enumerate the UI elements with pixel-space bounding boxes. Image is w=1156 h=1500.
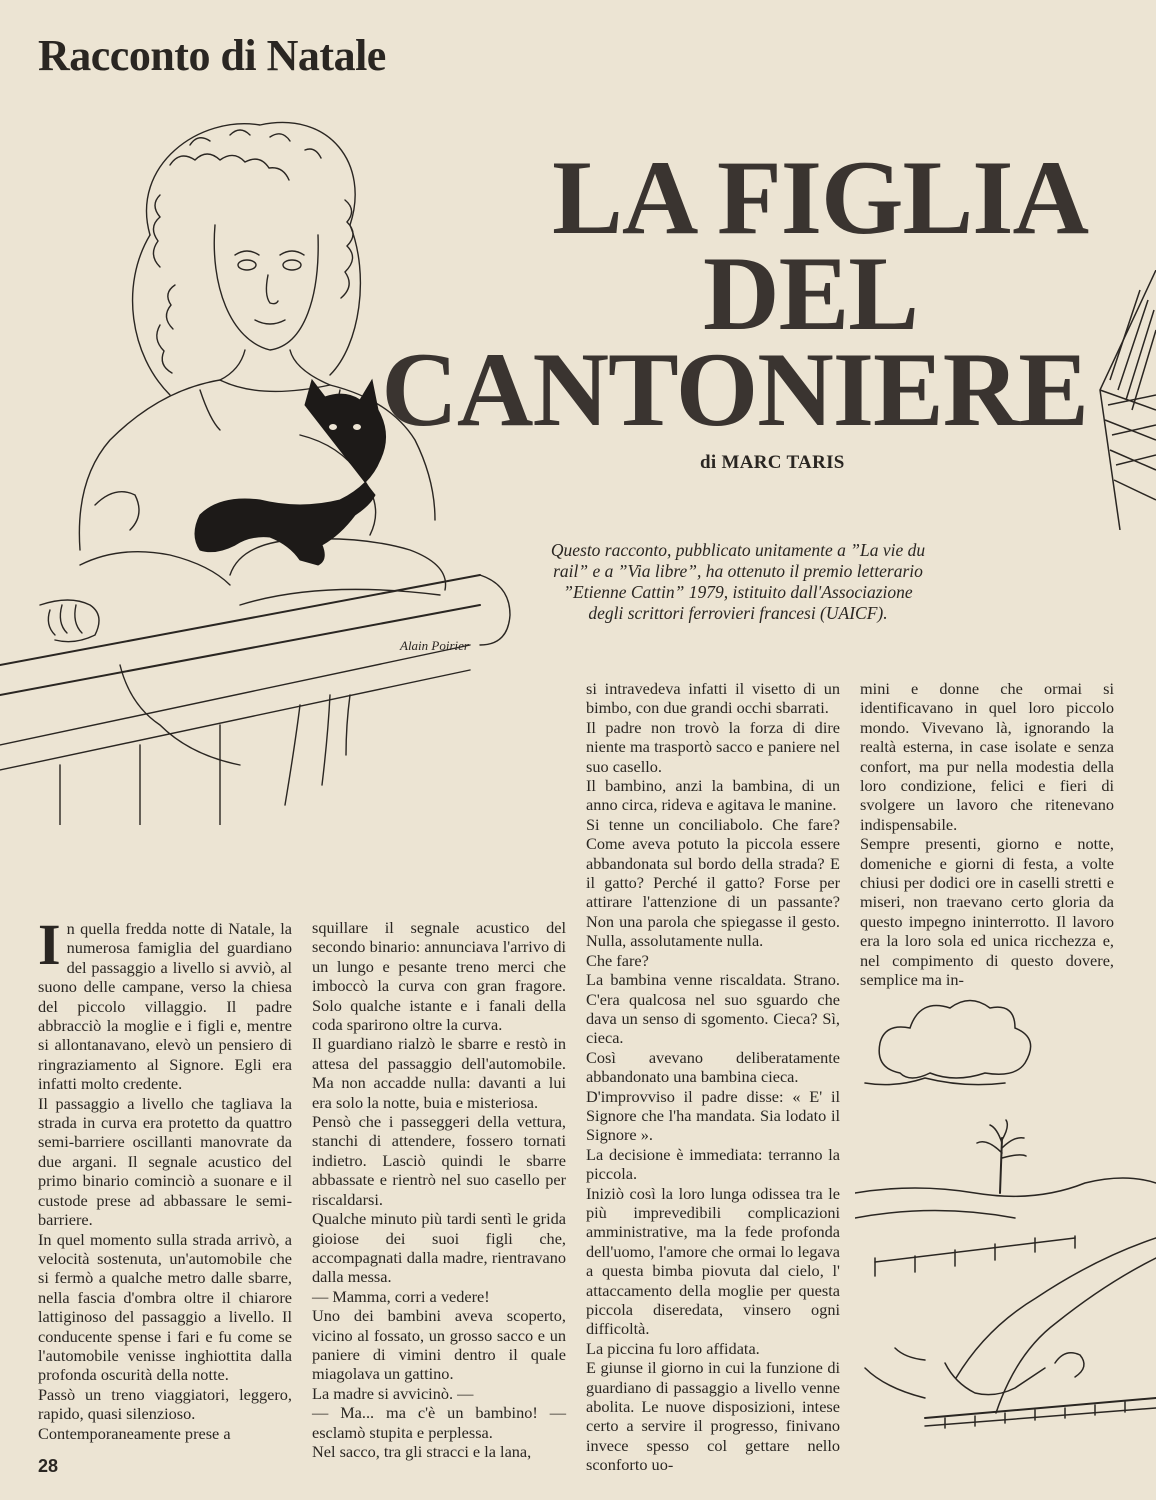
paragraph: si intravedeva infatti il visetto di un bimbo, con due grandi occhi sbarrati. bbox=[586, 679, 840, 718]
paragraph: Contemporaneamente prese a bbox=[38, 1423, 231, 1443]
paragraph: In quel momento sulla strada arrivò, a velocità sostenuta, un'automobile che si fermò a qualche metro dalle sbarre, nella fascia d'ombra oltre il chiarore lattiginoso del passaggio a livello. Il conducente spense i fari e fu come se l'automobile venisse inghiottita dalla profonda oscurità della notte. bbox=[38, 1229, 292, 1385]
paragraph: Qualche minuto più tardi sentì le grida gioiose dei suoi figli che, accompagnati dalla madre, rientravano dalla messa. bbox=[312, 1209, 566, 1287]
paragraph: Il padre non trovò la forza di dire niente ma trasportò sacco e paniere nel suo casello. bbox=[586, 717, 840, 776]
paragraph: D'improvviso il padre disse: « E' il Signore che l'ha mandata. Sia lodato il Signore ». bbox=[586, 1086, 840, 1145]
drop-cap: I bbox=[38, 912, 61, 977]
text-column-4 bbox=[860, 679, 1114, 990]
paragraph: E giunse il giorno in cui la funzione di guardiano di passaggio a livello venne abolita. Le nuove disposizioni, intese certo a servire il progresso, finivano invece spesso col gettare nello sconforto uo- bbox=[586, 1358, 840, 1475]
paragraph: — Ma... ma c'è un bambino! — esclamò stupita e perplessa. bbox=[312, 1403, 566, 1442]
paragraph: La bambina venne riscaldata. Strano. C'era qualcosa nel suo sguardo che dava un senso di sgomento. Cieca? Sì, cieca. bbox=[586, 970, 840, 1048]
paragraph: La decisione è immediata: terranno la piccola. bbox=[586, 1144, 840, 1184]
paragraph: mini e donne che ormai si identificavano in quel loro piccolo mondo. Vivevano là, ignorando la realtà esterna, in case isolate e senza confort, ma pur nella modestia della loro condizione, felici e fieri di svolgere un lavoro che ritenevano indispensabile. bbox=[860, 679, 1114, 834]
paragraph: Passò un treno viaggiatori, leggero, rapido, quasi silenzioso. bbox=[38, 1384, 292, 1424]
paragraph: Il passaggio a livello che tagliava la strada in curva era protetto da quattro semi-barriere oscillanti manovrate da due argani. Il segnale acustico del primo binario cominciò a suonare e il custode prese ad abbassare le semi-barriere. bbox=[38, 1093, 292, 1230]
paragraph: Si tenne un conciliabolo. Che fare? Come aveva potuto la piccola essere abbandonata sul bordo della strada? E il gatto? Perché il gatto? Forse per attirare l'attenzione di un passante? Non una parola che spiegasse il gesto. Nulla, assolutamente nulla. bbox=[586, 814, 840, 951]
title-line-1: LA FIGLIA bbox=[552, 139, 1088, 256]
paragraph: La piccina fu loro affidata. bbox=[586, 1338, 760, 1358]
paragraph: Pensò che i passeggeri della vettura, stanchi di attendere, fossero tornati indietro. Lasciò quindi le sbarre abbassate e rientrò nel suo casello per riscaldarsi. bbox=[312, 1112, 566, 1209]
illustrator-signature: Alain Poirier bbox=[400, 638, 469, 653]
title-line-3: CANTONIERE bbox=[381, 331, 1088, 448]
landscape-illustration bbox=[855, 968, 1156, 1448]
text-column-3 bbox=[586, 679, 840, 1475]
paragraph: La madre si avvicinò. — bbox=[312, 1383, 474, 1403]
title-line-2: DEL bbox=[703, 235, 918, 352]
paragraph: Il guardiano rialzò le sbarre e restò in attesa del passaggio dell'automobile. Ma non accadde nulla: davanti a lui era solo la notte, buia e misteriosa. bbox=[312, 1034, 566, 1112]
paragraph: Il bambino, anzi la bambina, di un anno circa, rideva e agitava le manine. bbox=[586, 776, 840, 815]
paragraph: Nel sacco, tra gli stracci e la lana, bbox=[312, 1441, 532, 1461]
paragraph: squillare il segnale acustico del secondo binario: annunciava l'arrivo di un lungo e pesante treno merci che imboccò la curva con gran fragore. Solo qualche istante e i fanali della coda sparirono oltre la curva. bbox=[312, 918, 566, 1035]
author-byline: di MARC TARIS bbox=[700, 452, 845, 473]
section-rubric: Racconto di Natale bbox=[38, 31, 386, 80]
page-number: 28 bbox=[38, 1456, 59, 1476]
paragraph: Sempre presenti, giorno e notte, domeniche e giorni di festa, a volte chiusi per dodici ore in caselli stretti e miseri, non traevano certo gloria da questo impegno ininterrotto. Il lavoro era la loro sola ed unica ricchezza e, nel compimento di questo dovere, semplice ma in- bbox=[860, 834, 1114, 990]
paragraph: n quella fredda notte di Natale, la numerosa famiglia del guardiano del passaggio a livello si avviò, al suono delle campane, verso la chiesa del piccolo villaggio. Il padre abbracciò la moglie e i figli e, mentre si allontanavano, elevò un pensiero di ringraziamento al Signore. Egli era infatti molto credente. bbox=[38, 919, 292, 1094]
paragraph: Che fare? bbox=[586, 950, 649, 970]
paragraph: Iniziò così la loro lunga odissea tra le più imprevedibili complicazioni amministrative, ma la fede profonda dell'uomo, l'amore che ormai lo legava a questa bimba piovuta dal cielo, l' attaccamento della moglie per questa piccola diseredata, vinsero ogni difficoltà. bbox=[586, 1183, 840, 1339]
article-title bbox=[381, 139, 1088, 448]
text-column-1 bbox=[38, 912, 292, 1443]
paragraph: Così avevano deliberatamente abbandonato una bambina cieca. bbox=[586, 1047, 840, 1087]
text-column-2 bbox=[312, 918, 566, 1461]
paragraph: Uno dei bambini aveva scoperto, vicino al fossato, un grosso sacco e un paniere di vimini dentro il quale miagolava un gattino. bbox=[312, 1306, 566, 1384]
intro-note: Questo racconto, pubblicato unitamente a ”La vie du rail” e a ”Via libre”, ha ottenuto il premio letterario ”Etienne Cattin” 1979, istituito dall'Associazione degli scrittori ferrovieri francesi (UAICF). bbox=[550, 540, 926, 623]
paragraph: — Mamma, corri a vedere! bbox=[312, 1286, 490, 1306]
